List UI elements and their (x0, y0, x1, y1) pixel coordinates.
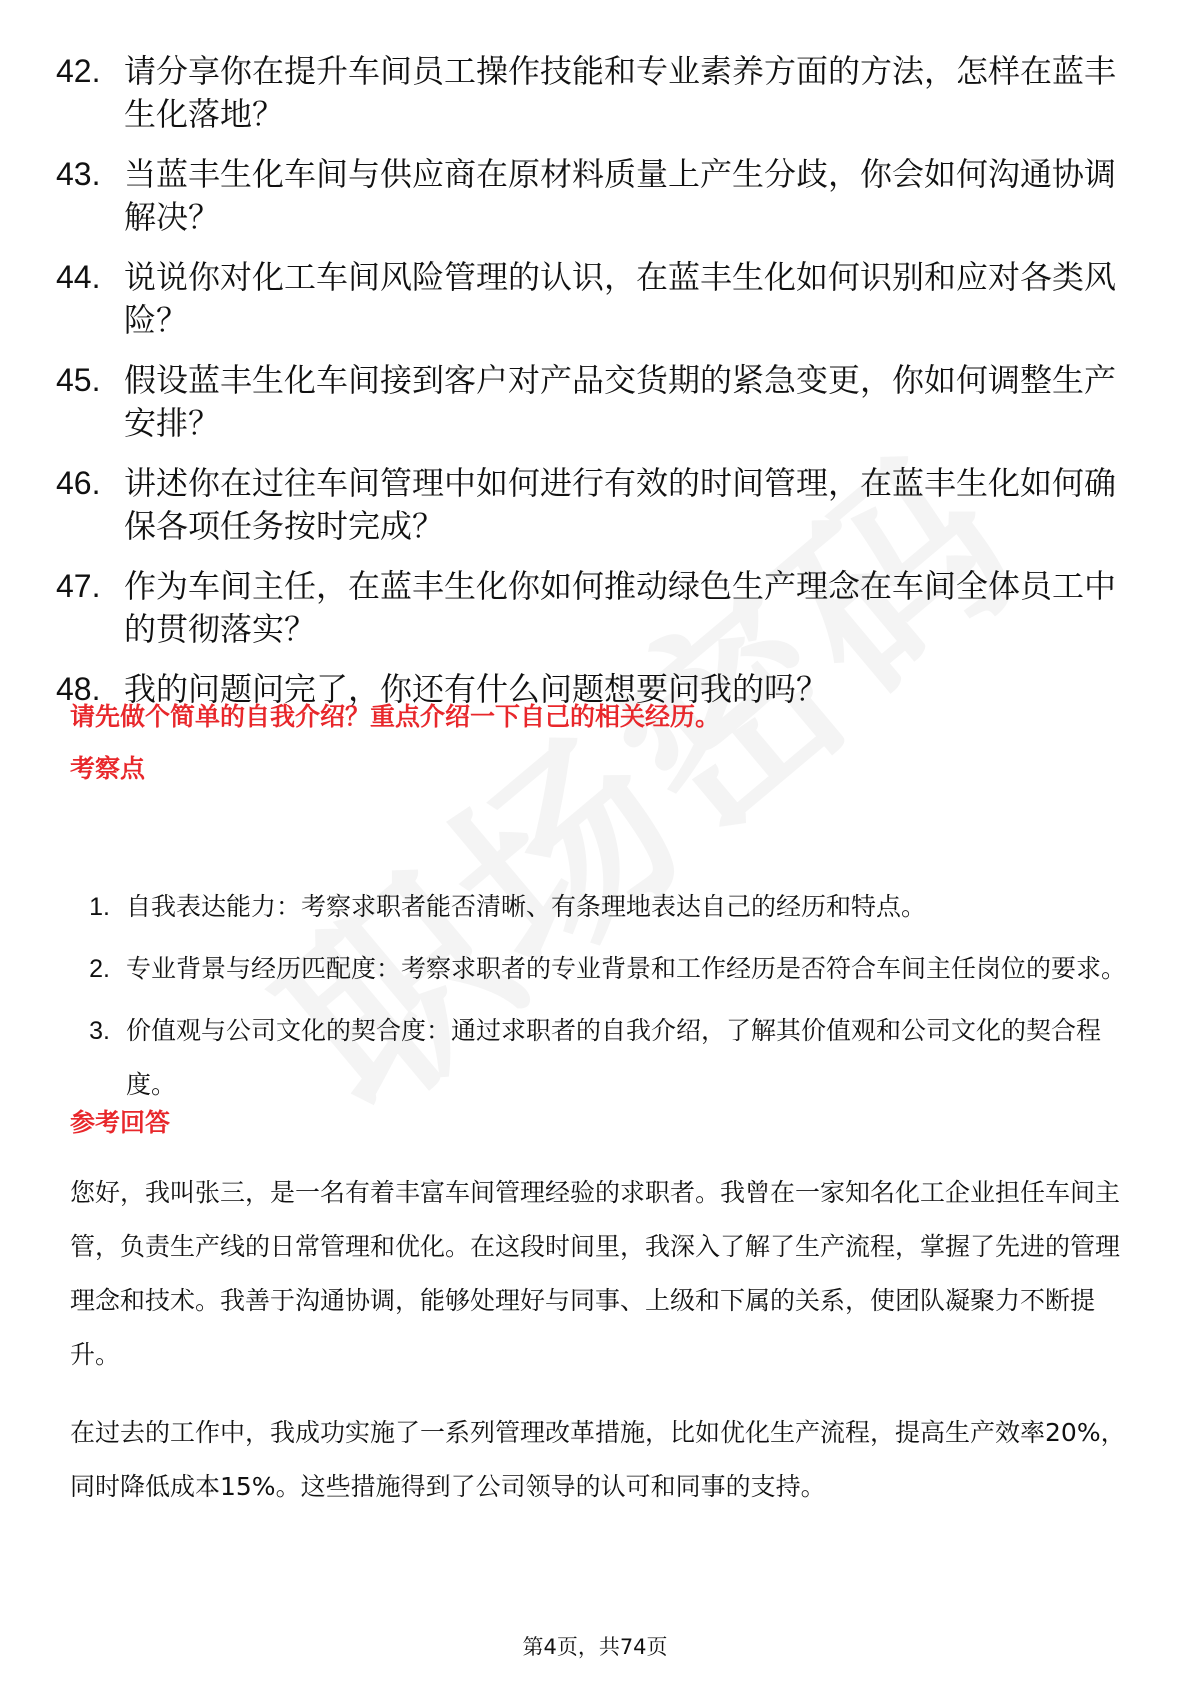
exam-point-item (70, 1004, 1130, 1112)
question-number: 48. (56, 671, 101, 707)
reference-answer-title: 参考回答 (70, 1108, 171, 1137)
question-text: 假设蓝丰生化车间接到客户对产品交货期的紧急变更，你如何调整生产安排？ (124, 361, 1117, 442)
exam-point-number: 1. (89, 893, 110, 921)
exam-points-list (70, 880, 1130, 1120)
question-item (56, 359, 1126, 445)
question-number: 42. (56, 53, 101, 89)
question-item (56, 153, 1126, 239)
exam-point-item (70, 942, 1130, 996)
page-footer: 第4页，共74页 (522, 1635, 668, 1659)
question-number: 43. (56, 156, 101, 192)
exam-points-title: 考察点 (70, 754, 146, 783)
exam-point-text: 专业背景与经历匹配度：考察求职者的专业背景和工作经历是否符合车间主任岗位的要求。 (126, 954, 1127, 983)
question-number: 46. (56, 465, 101, 501)
question-text: 我的问题问完了，你还有什么问题想要问我的吗？ (124, 670, 829, 708)
question-text: 说说你对化工车间风险管理的认识，在蓝丰生化如何识别和应对各类风险？ (124, 258, 1117, 339)
question-list (56, 50, 1126, 728)
answer-paragraph: 您好，我叫张三，是一名有着丰富车间管理经验的求职者。我曾在一家知名化工企业担任车间主管，负责生产线的日常管理和优化。在这段时间里，我深入了解了生产流程，掌握了先进的管理理念和技术。我善于沟通协调，能够处理好与同事、上级和下属的关系，使团队凝聚力不断提升。 (70, 1178, 1121, 1369)
answer-paragraph: 在过去的工作中，我成功实施了一系列管理改革措施，比如优化生产流程，提高生产效率20%，同时降低成本15%。这些措施得到了公司领导的认可和同事的支持。 (70, 1418, 1126, 1501)
question-item (56, 50, 1126, 136)
question-heading: 请先做个简单的自我介绍？重点介绍一下自己的相关经历。 (70, 702, 721, 731)
question-text: 作为车间主任，在蓝丰生化你如何推动绿色生产理念在车间全体员工中的贯彻落实？ (124, 567, 1117, 648)
question-text: 当蓝丰生化车间与供应商在原材料质量上产生分歧，你会如何沟通协调解决？ (124, 155, 1117, 236)
question-number: 45. (56, 362, 101, 398)
question-item (56, 256, 1126, 342)
exam-point-number: 2. (89, 955, 110, 983)
question-text: 讲述你在过往车间管理中如何进行有效的时间管理，在蓝丰生化如何确保各项任务按时完成？ (124, 464, 1117, 545)
exam-point-text: 自我表达能力：考察求职者能否清晰、有条理地表达自己的经历和特点。 (126, 892, 927, 921)
question-item (56, 565, 1126, 651)
exam-point-text: 价值观与公司文化的契合度：通过求职者的自我介绍，了解其价值观和公司文化的契合程度。 (126, 1016, 1102, 1099)
exam-point-item (70, 880, 1130, 934)
question-number: 44. (56, 259, 101, 295)
question-item (56, 462, 1126, 548)
question-text: 请分享你在提升车间员工操作技能和专业素养方面的方法，怎样在蓝丰生化落地？ (124, 52, 1117, 133)
exam-point-number: 3. (89, 1017, 110, 1045)
question-number: 47. (56, 568, 101, 604)
